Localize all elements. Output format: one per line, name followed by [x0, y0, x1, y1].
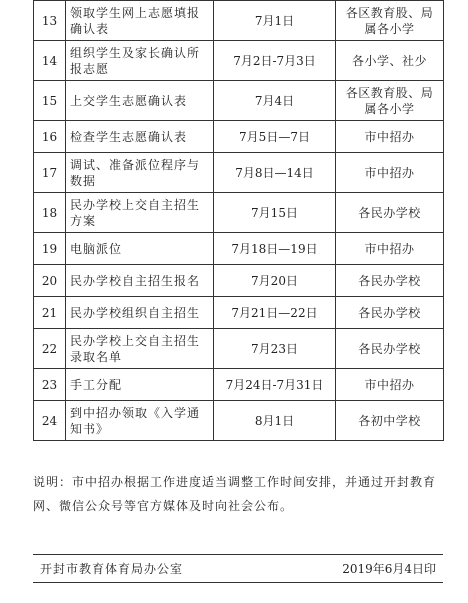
table-row [34, 1, 444, 41]
date-cell: 7月18日—19日 [214, 233, 336, 265]
row-number-cell: 23 [34, 369, 66, 401]
row-number-cell: 13 [34, 1, 66, 41]
row-number-cell: 20 [34, 265, 66, 297]
task-cell: 民办学校上交自主招生录取名单 [66, 329, 214, 369]
table-row [34, 193, 444, 233]
footer-date: 2019年6月4日印 [342, 562, 436, 576]
row-number-cell: 15 [34, 81, 66, 121]
responsible-cell: 各民办学校 [336, 297, 444, 329]
note-text: 市中招办根据工作进度适当调整工作时间安排，并通过开封教育网、微信公众号等官方媒体及时向社会公布。 [33, 475, 437, 513]
row-number-cell: 22 [34, 329, 66, 369]
task-cell: 上交学生志愿确认表 [66, 81, 214, 121]
row-number-cell: 21 [34, 297, 66, 329]
table-row [34, 329, 444, 369]
table-row [34, 41, 444, 81]
date-cell: 7月8日—14日 [214, 153, 336, 193]
date-cell: 7月24日-7月31日 [214, 369, 336, 401]
table-row [34, 121, 444, 153]
row-number-cell: 19 [34, 233, 66, 265]
responsible-cell: 各小学、社少 [336, 41, 444, 81]
table-row [34, 233, 444, 265]
task-cell: 民办学校组织自主招生 [66, 297, 214, 329]
row-number-cell: 16 [34, 121, 66, 153]
date-cell: 7月4日 [214, 81, 336, 121]
responsible-cell: 各民办学校 [336, 193, 444, 233]
table-row [34, 81, 444, 121]
responsible-cell: 市中招办 [336, 233, 444, 265]
task-cell: 民办学校自主招生报名 [66, 265, 214, 297]
date-cell: 7月2日-7月3日 [214, 41, 336, 81]
note-paragraph [33, 470, 443, 518]
task-cell: 到中招办领取《入学通知书》 [66, 401, 214, 441]
task-cell: 检查学生志愿确认表 [66, 121, 214, 153]
responsible-cell: 各区教育股、局属各小学 [336, 81, 444, 121]
date-cell: 8月1日 [214, 401, 336, 441]
task-cell: 手工分配 [66, 369, 214, 401]
responsible-cell: 市中招办 [336, 153, 444, 193]
responsible-cell: 各初中学校 [336, 401, 444, 441]
responsible-cell: 各民办学校 [336, 329, 444, 369]
footer-rule-top [33, 554, 443, 555]
date-cell: 7月20日 [214, 265, 336, 297]
footer-issuer: 开封市教育体育局办公室 [40, 562, 184, 576]
table-row [34, 265, 444, 297]
table-row [34, 401, 444, 441]
date-cell: 7月23日 [214, 329, 336, 369]
date-cell: 7月1日 [214, 1, 336, 41]
task-cell: 领取学生网上志愿填报确认表 [66, 1, 214, 41]
responsible-cell: 市中招办 [336, 121, 444, 153]
responsible-cell: 各民办学校 [336, 265, 444, 297]
row-number-cell: 14 [34, 41, 66, 81]
row-number-cell: 18 [34, 193, 66, 233]
table-row [34, 153, 444, 193]
schedule-table [33, 0, 444, 441]
date-cell: 7月15日 [214, 193, 336, 233]
date-cell: 7月5日—7日 [214, 121, 336, 153]
responsible-cell: 各区教育股、局属各小学 [336, 1, 444, 41]
schedule-table-body [34, 1, 444, 441]
date-cell: 7月21日—22日 [214, 297, 336, 329]
table-row [34, 297, 444, 329]
footer-rule-bottom [33, 582, 443, 583]
row-number-cell: 24 [34, 401, 66, 441]
responsible-cell: 市中招办 [336, 369, 444, 401]
task-cell: 民办学校上交自主招生方案 [66, 193, 214, 233]
row-number-cell: 17 [34, 153, 66, 193]
table-row [34, 369, 444, 401]
note-label: 说明： [33, 475, 73, 489]
task-cell: 电脑派位 [66, 233, 214, 265]
task-cell: 组织学生及家长确认所报志愿 [66, 41, 214, 81]
task-cell: 调试、准备派位程序与数据 [66, 153, 214, 193]
